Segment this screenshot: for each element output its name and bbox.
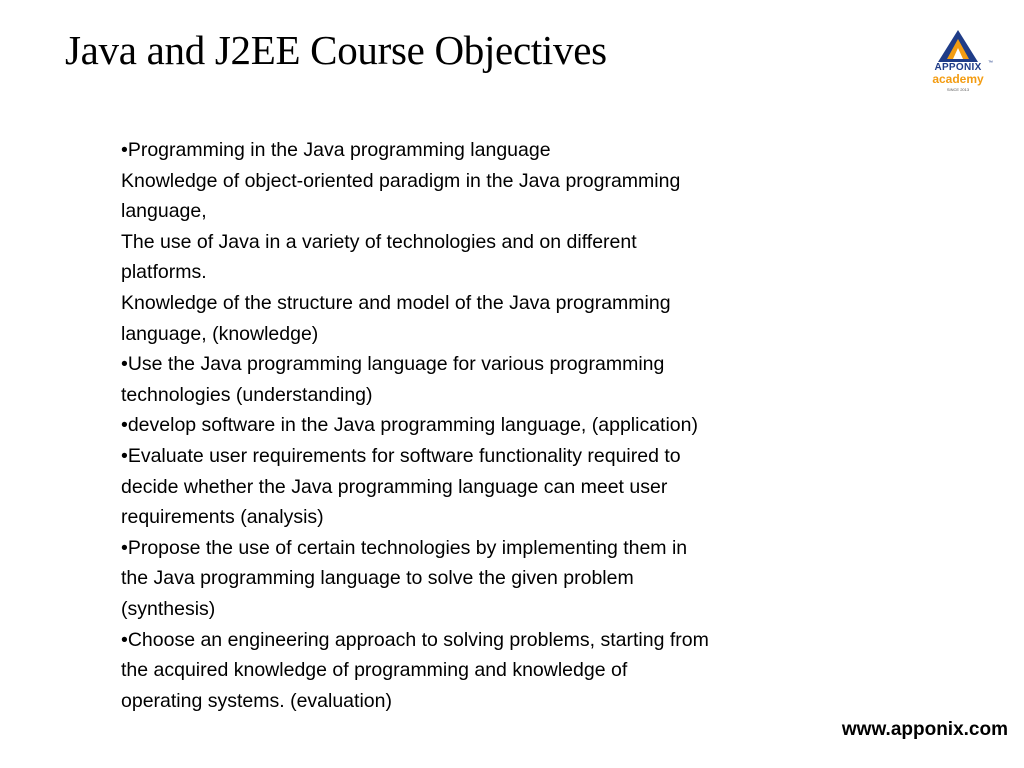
logo-tagline: SINCE 2013 (946, 87, 970, 92)
objective-line: (synthesis) (121, 597, 216, 620)
objective-line: The use of Java in a variety of technologies and on different (121, 230, 637, 253)
logo-trademark: ™ (988, 60, 993, 66)
objective-line: •develop software in the Java programming language, (application) (121, 414, 698, 437)
objective-line: the acquired knowledge of programming and knowledge of (121, 659, 628, 682)
logo-subtitle: academy (932, 72, 984, 86)
footer-website: www.apponix.com (841, 719, 1008, 740)
objective-line: language, (121, 200, 207, 223)
slide-title: Java and J2EE Course Objectives (65, 27, 607, 73)
objective-line: the Java programming language to solve the given problem (121, 567, 634, 590)
objective-line: •Programming in the Java programming language (121, 139, 551, 161)
objective-line: operating systems. (evaluation) (121, 689, 392, 712)
objective-line: language, (knowledge) (121, 322, 319, 345)
apponix-triangle-logo-icon (938, 30, 978, 62)
objectives-list (121, 135, 841, 716)
objective-line: technologies (understanding) (121, 383, 373, 406)
objective-line: Knowledge of the structure and model of the Java programming (121, 291, 671, 314)
objective-line: requirements (analysis) (121, 506, 324, 529)
objective-line: •Evaluate user requirements for software functionality required to (121, 444, 681, 467)
apponix-academy-logo (918, 30, 998, 100)
objective-line: Knowledge of object-oriented paradigm in the Java programming (121, 169, 681, 192)
objective-line: •Propose the use of certain technologies by implementing them in (121, 536, 688, 559)
objective-line: •Use the Java programming language for various programming (121, 353, 665, 376)
objective-line: •Choose an engineering approach to solving problems, starting from (121, 628, 709, 651)
objective-line: decide whether the Java programming language can meet user (121, 475, 668, 498)
objective-line: platforms. (121, 261, 207, 284)
logo-name: APPONIX (934, 62, 982, 73)
